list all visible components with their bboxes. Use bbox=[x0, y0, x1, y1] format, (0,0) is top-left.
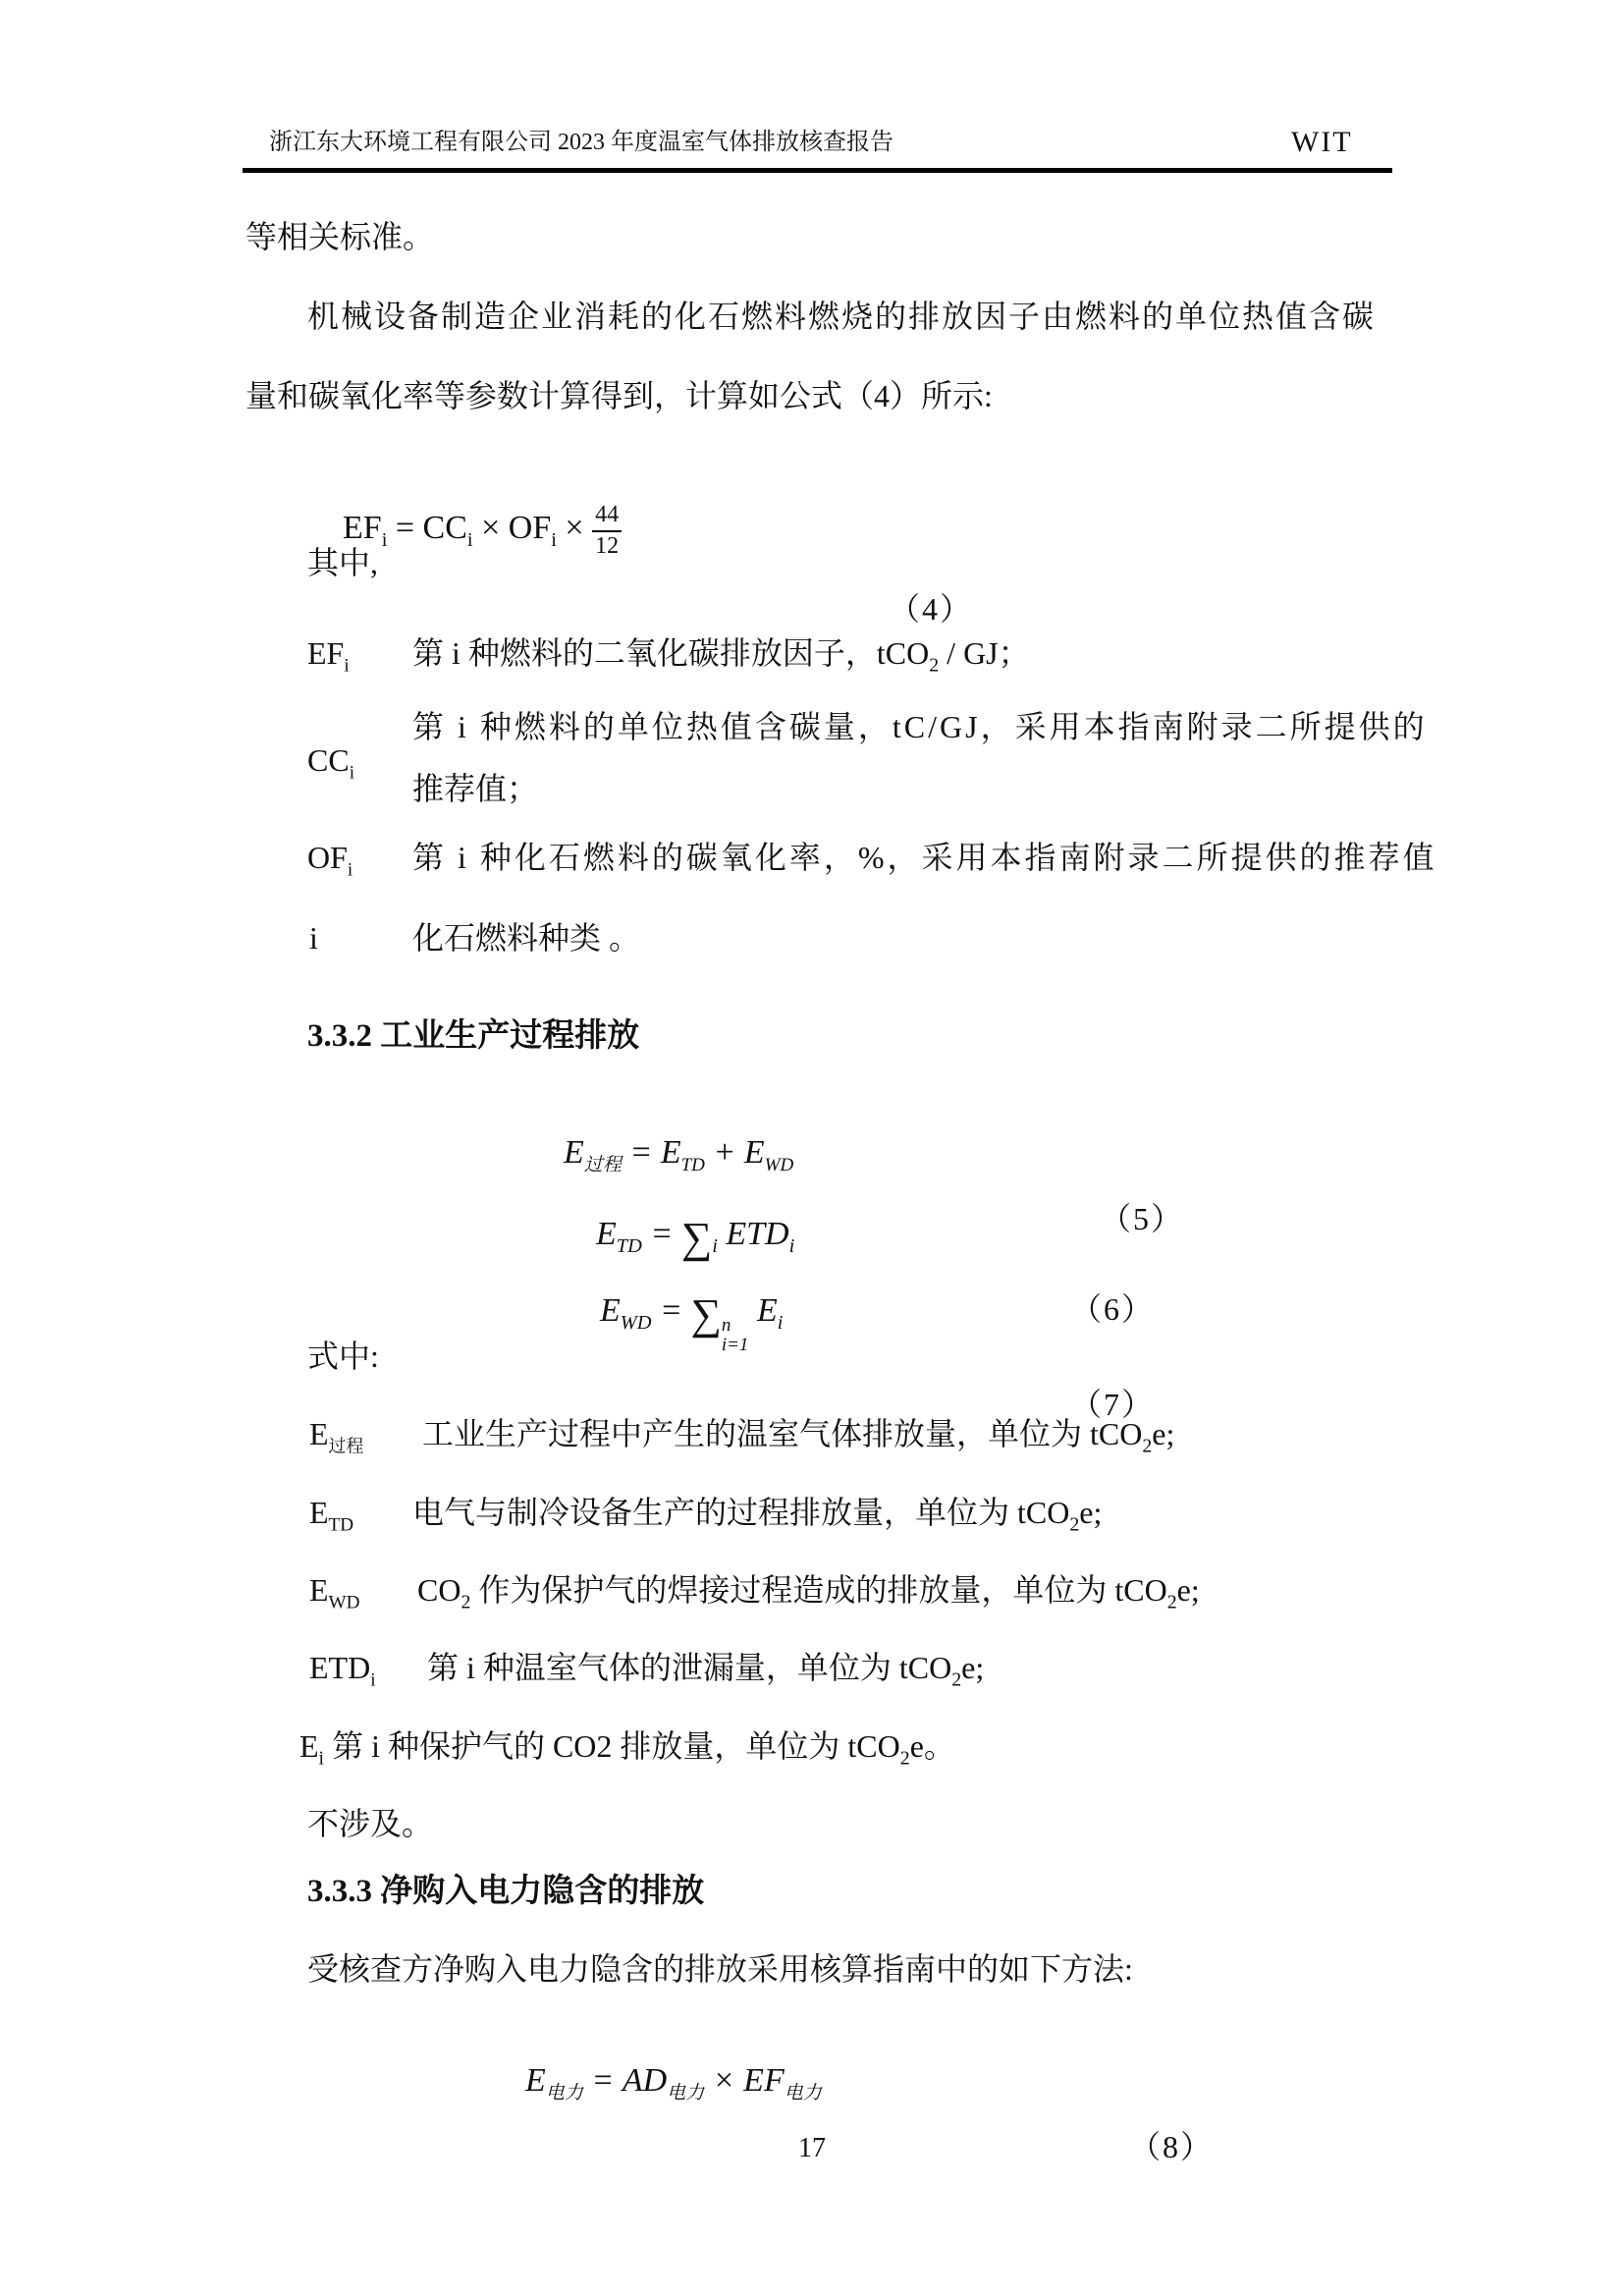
header-title: 浙江东大环境工程有限公司 2023 年度温室气体排放核查报告 bbox=[269, 130, 893, 155]
paragraph-line: 受核查方净购入电力隐含的排放采用核算指南中的如下方法: bbox=[307, 1951, 1133, 1987]
definition-term: $E_{WD}$ bbox=[309, 1572, 360, 1613]
formula-number: （7） bbox=[1070, 1386, 1156, 1422]
formula-8: $E_{电力} = AD_{电力} \times EF_{电力}$ （8） bbox=[525, 2062, 1215, 2164]
definition-row: $E_i$ 第 i 种保护气的 CO2 排放量，单位为 tCO$_2$e。 bbox=[299, 1728, 955, 1770]
definition-desc: 第 i 种燃料的单位热值含碳量，tC/GJ，采用本指南附录二所提供的 bbox=[412, 709, 1428, 744]
paragraph-line: 式中: bbox=[307, 1339, 379, 1374]
sum-symbol: ∑ bbox=[680, 1214, 713, 1262]
formula-7: $E_{WD}$ = ∑ n i=1 $E_i$ （7） bbox=[600, 1290, 1156, 1422]
definition-desc: 工业生产过程中产生的温室气体排放量，单位为 tCO$_2$e; bbox=[422, 1416, 1175, 1457]
section-heading-333: 3.3.3 净购入电力隐含的排放 bbox=[307, 1874, 705, 1909]
paragraph-line: 等相关标准。 bbox=[245, 219, 435, 254]
formula-5: $E_{过程} = E_{TD} + E_{WD}$ （5） bbox=[564, 1134, 1185, 1236]
definition-desc: 第 i 种化石燃料的碳氧化率，%，采用本指南附录二所提供的推荐值 bbox=[412, 840, 1437, 875]
paragraph-line: 机械设备制造企业消耗的化石燃料燃烧的排放因子由燃料的单位热值含碳 bbox=[307, 299, 1377, 334]
formula-number: （8） bbox=[1129, 2129, 1215, 2164]
definition-term: i bbox=[309, 920, 318, 956]
page-number: 17 bbox=[798, 2133, 826, 2163]
formula-number: （4） bbox=[889, 591, 974, 628]
definition-desc: $CO_2$ 作为保护气的焊接过程造成的排放量，单位为 tCO$_2$e; bbox=[417, 1572, 1200, 1613]
formula-4: $EF_i = CC_i \times OF_i$ × $\frac{44}{12}$ （4） bbox=[343, 502, 974, 628]
definition-term: $OF_i$ bbox=[307, 840, 353, 881]
definition-desc: 化石燃料种类 。 bbox=[412, 920, 641, 956]
definition-desc: 推荐值； bbox=[412, 771, 539, 806]
sum-symbol: ∑ bbox=[690, 1290, 722, 1339]
definition-desc: 电气与制冷设备生产的过程排放量，单位为 tCO$_2$e; bbox=[412, 1495, 1103, 1536]
fraction: $\frac{44}{12}$ bbox=[592, 502, 622, 560]
definition-term: $ETD_i$ bbox=[309, 1650, 376, 1691]
definition-term: $CC_i$ bbox=[307, 742, 355, 784]
formula-number: （6） bbox=[1070, 1291, 1156, 1327]
definition-term: $E_{TD}$ bbox=[309, 1495, 354, 1536]
paragraph-line: 不涉及。 bbox=[307, 1806, 434, 1841]
definition-term: $E_{过程}$ bbox=[309, 1416, 364, 1456]
paragraph-line: 量和碳氧化率等参数计算得到，计算如公式（4）所示: bbox=[245, 378, 993, 413]
header-rule bbox=[243, 168, 1392, 173]
formula-6: $E_{TD} = \sum_i$ $ETD_i$ （6） bbox=[596, 1214, 1156, 1327]
definition-desc: 第 i 种温室气体的泄漏量，单位为 tCO$_2$e; bbox=[427, 1650, 985, 1691]
paragraph-line: 其中, bbox=[307, 545, 379, 580]
definition-term: $EF_i$ bbox=[307, 635, 350, 677]
section-heading-332: 3.3.2 工业生产过程排放 bbox=[307, 1018, 640, 1054]
definition-desc: 第 i 种燃料的二氧化碳排放因子，tCO$_2$ / GJ； bbox=[412, 635, 1030, 677]
formula-number: （5） bbox=[1100, 1201, 1185, 1236]
header-mark: WIT bbox=[1291, 126, 1353, 158]
